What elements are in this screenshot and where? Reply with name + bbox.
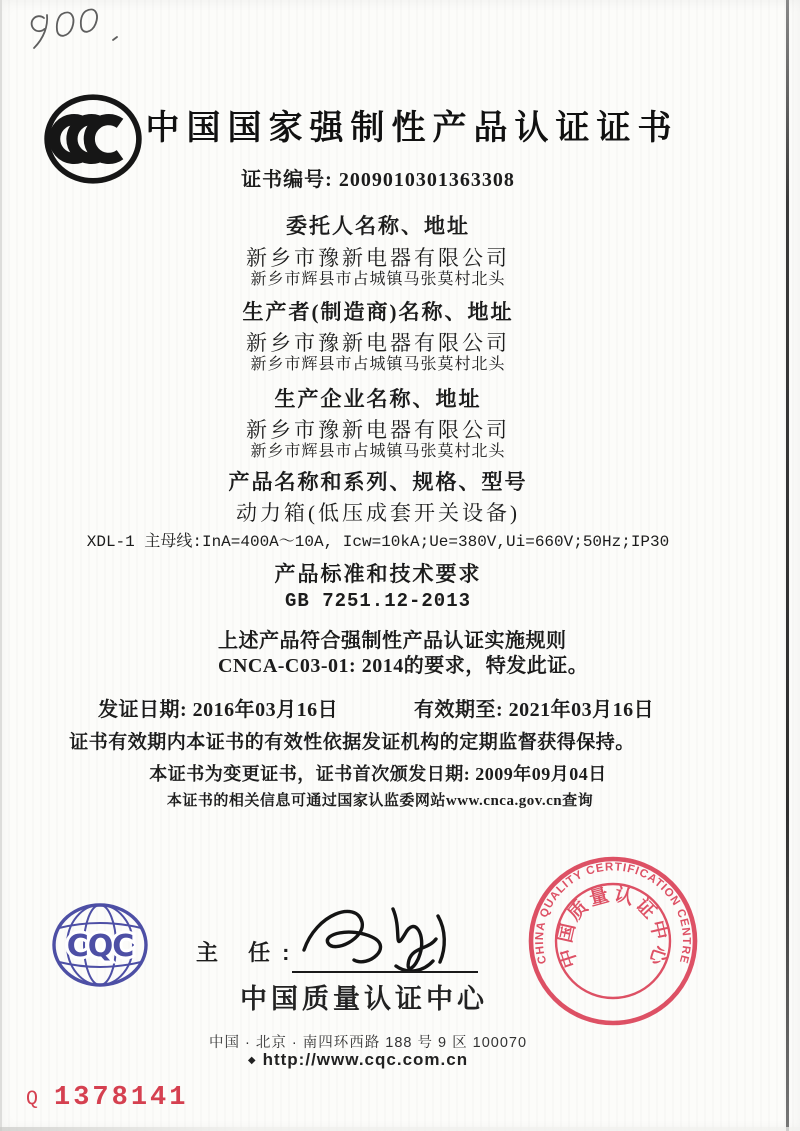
- serial-prefix: Q: [26, 1088, 39, 1111]
- stamp-ring-text: CHINA QUALITY CERTIFICATION CENTRE: [533, 861, 693, 966]
- valid-until-value: 2021年03月16日: [508, 699, 655, 721]
- producer-name: 新乡市豫新电器有限公司: [246, 331, 510, 355]
- product-heading: 产品名称和系列、规格、型号: [228, 470, 528, 494]
- svg-text:中国质量认证中心: [553, 883, 672, 971]
- handwritten-note-900: [14, 4, 124, 56]
- info-note: 本证书的相关信息可通过国家认监委网站www.cnca.gov.cn查询: [166, 793, 594, 809]
- compliance-statement: [218, 629, 638, 679]
- certificate-number: 证书编号: 2009010301363308: [241, 169, 515, 191]
- serial-number: 1378141: [54, 1083, 189, 1113]
- applicant-name: 新乡市豫新电器有限公司: [246, 246, 510, 270]
- product-spec: XDL-1 主母线:InA=400A～10A, Icw=10kA;Ue=380V,Ui=660V;50Hz;IP30: [86, 533, 670, 551]
- compliance-statement-line2: CNCA-C03-01: 2014的要求，特发此证。: [218, 655, 589, 677]
- cqc-logo-text: CQC: [66, 929, 134, 964]
- standard-code: GB 7251.12-2013: [284, 590, 472, 612]
- stamp-center-text: 中国质量认证中心: [554, 884, 672, 971]
- valid-until-label: 有效期至:: [414, 699, 504, 721]
- producer-heading: 生产者(制造商)名称、地址: [242, 300, 514, 324]
- serial-number-group: [26, 1083, 188, 1113]
- issuer-name: 中国质量认证中心: [240, 984, 488, 1014]
- signature-line: [292, 971, 478, 973]
- change-note: 本证书为变更证书，证书首次颁发日期: 2009年09月04日: [149, 764, 607, 784]
- issuer-address: 中国 · 北京 · 南四环西路 188 号 9 区 100070: [208, 1035, 528, 1051]
- director-label: 主 任:: [196, 940, 302, 965]
- applicant-address: 新乡市辉县市占城镇马张莫村北头: [250, 271, 506, 288]
- issuer-website: [0, 1050, 716, 1070]
- certificate-title: 中国国家强制性产品认证证书: [145, 109, 679, 147]
- cqc-logo-icon: [50, 901, 150, 991]
- diamond-bullet-icon: ◆: [247, 1055, 257, 1066]
- producer-address: 新乡市辉县市占城镇马张莫村北头: [250, 356, 506, 373]
- valid-until-group: [414, 693, 654, 722]
- issue-date-label: 发证日期:: [98, 699, 188, 721]
- director-signature: [296, 896, 466, 978]
- validity-note: 证书有效期内本证书的有效性依据发证机构的定期监督获得保持。: [69, 732, 635, 753]
- scan-edge-right: [786, 0, 789, 1131]
- product-name: 动力箱(低压成套开关设备): [236, 501, 520, 525]
- scan-edge-bottom: [0, 1127, 800, 1131]
- factory-address: 新乡市辉县市占城镇马张莫村北头: [250, 443, 506, 460]
- factory-heading: 生产企业名称、地址: [274, 387, 482, 411]
- issue-date-value: 2016年03月16日: [192, 699, 339, 721]
- cqc-stamp: [527, 855, 699, 1027]
- compliance-statement-line1: 上述产品符合强制性产品认证实施规则: [218, 630, 567, 652]
- standard-heading: 产品标准和技术要求: [274, 562, 482, 586]
- issue-date-group: [98, 693, 338, 722]
- issuer-website-url: http://www.cqc.com.cn: [262, 1050, 469, 1069]
- factory-name: 新乡市豫新电器有限公司: [246, 418, 510, 442]
- applicant-heading: 委托人名称、地址: [286, 214, 470, 238]
